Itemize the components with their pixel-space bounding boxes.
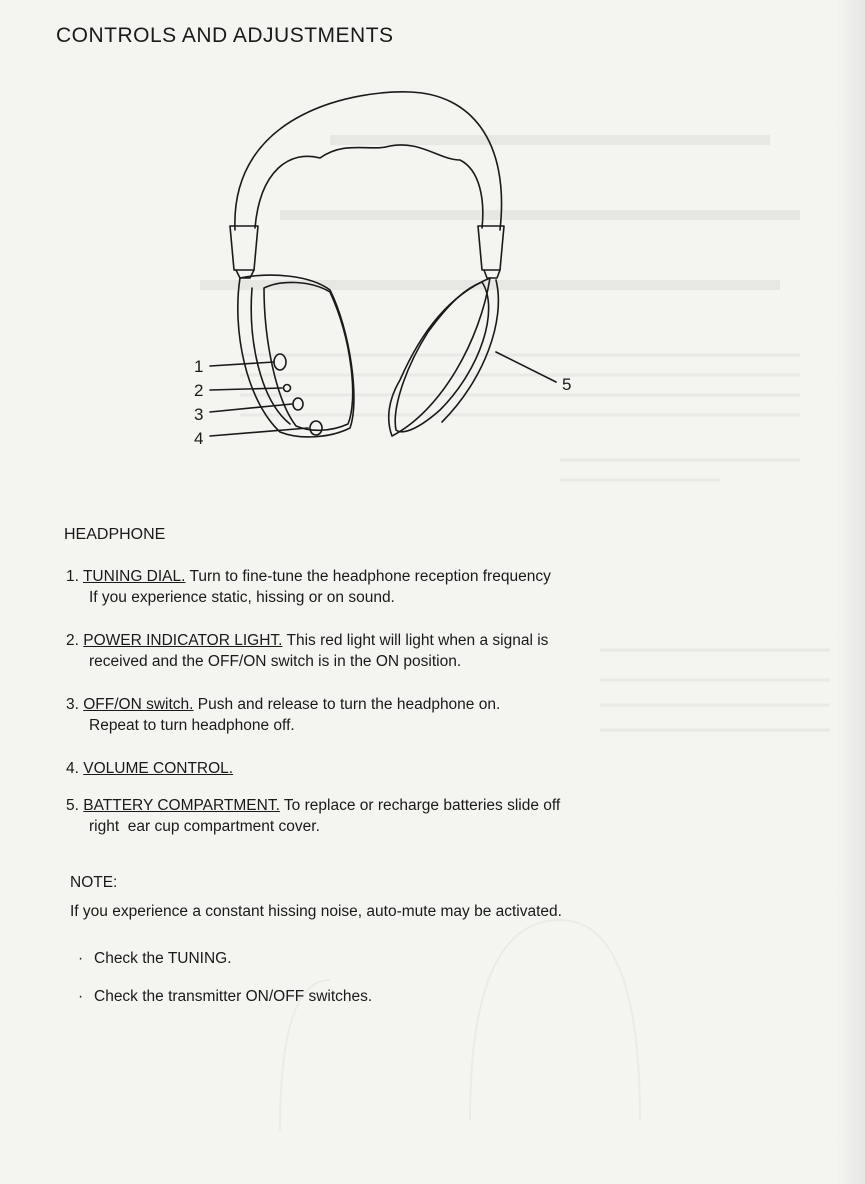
item-text-continued: received and the OFF/ON switch is in the ON position. [89,653,462,670]
item-text-continued: right ear cup compartment cover. [89,818,320,835]
headband-inner-edge [255,145,483,228]
item-text-continued: Repeat to turn headphone off. [89,717,295,734]
bullet-text: Check the TUNING. [94,950,232,967]
bullet-text: Check the transmitter ON/OFF switches. [94,988,373,1005]
leader-line-2 [210,388,282,390]
note-label: NOTE: [70,874,118,891]
list-item-volume-control [66,758,766,779]
item-number: 1. [66,568,79,585]
leader-line-3 [210,404,292,412]
right-earcup [389,278,490,436]
list-item-power-indicator [66,630,766,672]
leader-line-5 [496,352,556,382]
callout-4: 4 [194,429,204,448]
item-number: 3. [66,696,79,713]
page-title: CONTROLS AND ADJUSTMENTS [56,24,394,47]
item-text: Turn to fine-tune the headphone reception frequency [185,568,551,585]
volume-control-icon [310,421,322,435]
bullet-dot-icon: · [78,950,84,967]
on-off-switch-icon [293,398,303,410]
headphone-diagram [160,80,620,460]
note-text: If you experience a constant hissing noise, auto-mute may be activated. [70,903,562,920]
item-term: BATTERY COMPARTMENT. [83,797,280,814]
bullet-dot-icon: · [78,988,84,1005]
tuning-dial-icon [274,354,286,370]
leader-line-4 [210,428,308,436]
bullet-item [78,950,372,968]
item-number: 4. [66,760,79,777]
item-term: OFF/ON switch. [83,696,194,713]
bullet-item [78,988,372,1006]
item-text-continued: If you experience static, hissing or on sound. [89,589,395,606]
callout-3: 3 [194,405,204,424]
list-item-tuning-dial [66,566,766,608]
item-term: TUNING DIAL. [82,568,186,585]
left-slider [230,226,258,270]
right-slider [478,226,504,270]
list-item-battery-compartment [66,795,766,837]
left-ear-cushion [264,282,353,430]
list-item-on-off-switch [66,694,766,736]
item-text: To replace or recharge batteries slide off [279,797,561,814]
callout-2: 2 [194,381,204,400]
section-heading: HEADPHONE [64,526,166,543]
power-indicator-icon [284,385,291,392]
callout-5: 5 [562,375,572,394]
right-ear-cushion [395,282,488,432]
item-number: 2. [66,632,79,649]
item-text: This red light will light when a signal is [282,632,549,649]
controls-list [66,566,766,859]
item-term: VOLUME CONTROL. [83,760,234,777]
item-number: 5. [66,797,79,814]
leader-line-1 [210,362,274,366]
item-term: POWER INDICATOR LIGHT. [83,632,283,649]
item-text: Push and release to turn the headphone on. [193,696,501,713]
callout-1: 1 [194,357,204,376]
note-bullets [78,950,372,1026]
